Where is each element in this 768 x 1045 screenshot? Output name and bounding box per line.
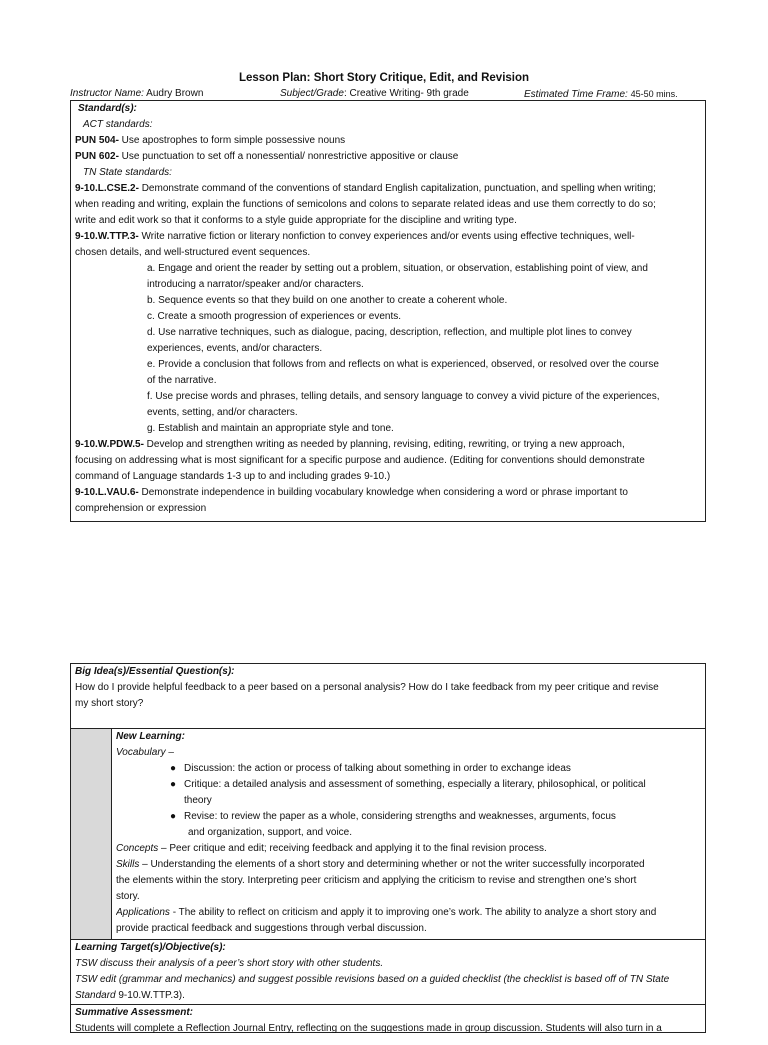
standard-wpdw-line3: command of Language standards 1-3 up to and including grades 9-10.) xyxy=(75,471,391,482)
standard-lvau: 9-10.L.VAU.6- Demonstrate independence in building vocabulary knowledge when considering a word or phrase important to xyxy=(75,487,628,498)
targets-section xyxy=(71,940,705,1005)
applications-line2: provide practical feedback and suggestions through verbal discussion. xyxy=(116,923,427,934)
new-learning-section xyxy=(71,729,705,940)
big-idea-line2: my short story? xyxy=(75,698,144,709)
applications-line: Applications - The ability to reflect on criticism and apply it to improving one’s work. The ability to analyze a short story and xyxy=(116,907,657,918)
target-2-cont: Standard 9-10.W.TTP.3). xyxy=(75,990,185,1001)
act-label: ACT standards: xyxy=(83,119,153,130)
target-1: TSW discuss their analysis of a peer’s short story with other students. xyxy=(75,958,384,969)
sub-item-d: d. Use narrative techniques, such as dialogue, pacing, description, reflection, and multiple plot lines to convey xyxy=(147,327,632,338)
bullet-icon: ● xyxy=(170,763,177,774)
big-idea-section xyxy=(71,664,705,729)
summative-heading: Summative Assessment: xyxy=(75,1007,194,1018)
standard-wpdw-line2: focusing on addressing what is most significant for a specific purpose and audience. (Editing for conventions should demonstrate xyxy=(75,455,645,466)
standard-lcse-line2: when reading and writing, explain the functions of semicolons and colons to separate related ideas and use them correctly to do so; xyxy=(75,199,656,210)
vocab-item-revise-cont: and organization, support, and voice. xyxy=(188,827,352,838)
subject-field: Subject/Grade: Creative Writing- 9th grade xyxy=(280,88,469,99)
concepts-line: Concepts – Peer critique and edit; receiving feedback and applying it to the final revision process. xyxy=(116,843,547,854)
skills-line: Skills – Understanding the elements of a short story and determining whether or not the writer successfully incorporated xyxy=(116,859,645,870)
time-field: Estimated Time Frame: 45-50 mins. xyxy=(524,89,678,100)
lesson-table xyxy=(70,663,706,1033)
sub-item-a-cont: introducing a narrator/speaker and/or characters. xyxy=(147,279,364,290)
sub-item-b: b. Sequence events so that they build on one another to create a coherent whole. xyxy=(147,295,508,306)
page-title: Lesson Plan: Short Story Critique, Edit, and Revision xyxy=(238,72,530,84)
standards-box xyxy=(70,100,706,522)
standard-pun602: PUN 602- Use punctuation to set off a nonessential/ nonrestrictive appositive or clause xyxy=(75,151,459,162)
sub-item-a: a. Engage and orient the reader by setting out a problem, situation, or observation, establishing point of view, and xyxy=(147,263,648,274)
sub-item-f: f. Use precise words and phrases, telling details, and sensory language to convey a vivid picture of the experiences, xyxy=(147,391,660,402)
sub-item-d-cont: experiences, events, and/or characters. xyxy=(147,343,323,354)
sub-item-e-cont: of the narrative. xyxy=(147,375,217,386)
sub-item-g: g. Establish and maintain an appropriate style and tone. xyxy=(147,423,394,434)
sub-item-c: c. Create a smooth progression of experiences or events. xyxy=(147,311,402,322)
bullet-icon: ● xyxy=(170,811,177,822)
shaded-column xyxy=(71,729,112,939)
standard-lcse: 9-10.L.CSE.2- Demonstrate command of the conventions of standard English capitalization, punctuation, and spelling when writing; xyxy=(75,183,656,194)
vocab-item-critique: ● Critique: a detailed analysis and assessment of something, especially a literary, philosophical, or political xyxy=(116,777,701,793)
standards-heading: Standard(s): xyxy=(78,103,137,114)
standard-lvau-line2: comprehension or expression xyxy=(75,503,207,514)
skills-line3: story. xyxy=(116,891,140,902)
big-idea-heading: Big Idea(s)/Essential Question(s): xyxy=(75,666,235,677)
vocab-item-critique-cont: theory xyxy=(184,795,212,806)
vocab-item-revise: ● Revise: to review the paper as a whole, considering strengths and weaknesses, arguments, focus xyxy=(116,809,701,825)
vocab-item-discussion: ● Discussion: the action or process of talking about something in order to exchange ideas xyxy=(116,761,701,777)
bullet-icon: ● xyxy=(170,779,177,790)
standard-wttp-line2: chosen details, and well-structured event sequences. xyxy=(75,247,311,258)
standard-lcse-line3: write and edit work so that it conforms to a style guide appropriate for the discipline and writing type. xyxy=(75,215,517,226)
big-idea-line1: How do I provide helpful feedback to a peer based on a personal analysis? How do I take feedback from my peer critique and revise xyxy=(75,682,659,693)
summative-section xyxy=(71,1005,705,1045)
instructor-field: Instructor Name: Audry Brown xyxy=(70,88,204,99)
summative-line1: Students will complete a Reflection Journal Entry, reflecting on the suggestions made in group discussion. Students will also turn in a xyxy=(75,1023,662,1034)
targets-heading: Learning Target(s)/Objective(s): xyxy=(75,942,226,953)
vocab-label: Vocabulary – xyxy=(116,747,174,758)
skills-line2: the elements within the story. Interpreting peer criticism and applying the criticism to revise and strengthen one’s short xyxy=(116,875,637,886)
sub-item-e: e. Provide a conclusion that follows from and reflects on what is experienced, observed, or resolved over the course xyxy=(147,359,659,370)
sub-item-f-cont: events, setting, and/or characters. xyxy=(147,407,298,418)
standard-wpdw: 9-10.W.PDW.5- Develop and strengthen writing as needed by planning, revising, editing, rewriting, or trying a new approach, xyxy=(75,439,625,450)
target-2: TSW edit (grammar and mechanics) and suggest possible revisions based on a guided checklist (the checklist is based off of TN State xyxy=(75,974,670,985)
new-learning-heading: New Learning: xyxy=(116,731,185,742)
standard-wttp: 9-10.W.TTP.3- Write narrative fiction or literary nonfiction to convey experiences and/or events using effective techniques, well- xyxy=(75,231,635,242)
tn-label: TN State standards: xyxy=(83,167,172,178)
standard-pun504: PUN 504- Use apostrophes to form simple possessive nouns xyxy=(75,135,346,146)
